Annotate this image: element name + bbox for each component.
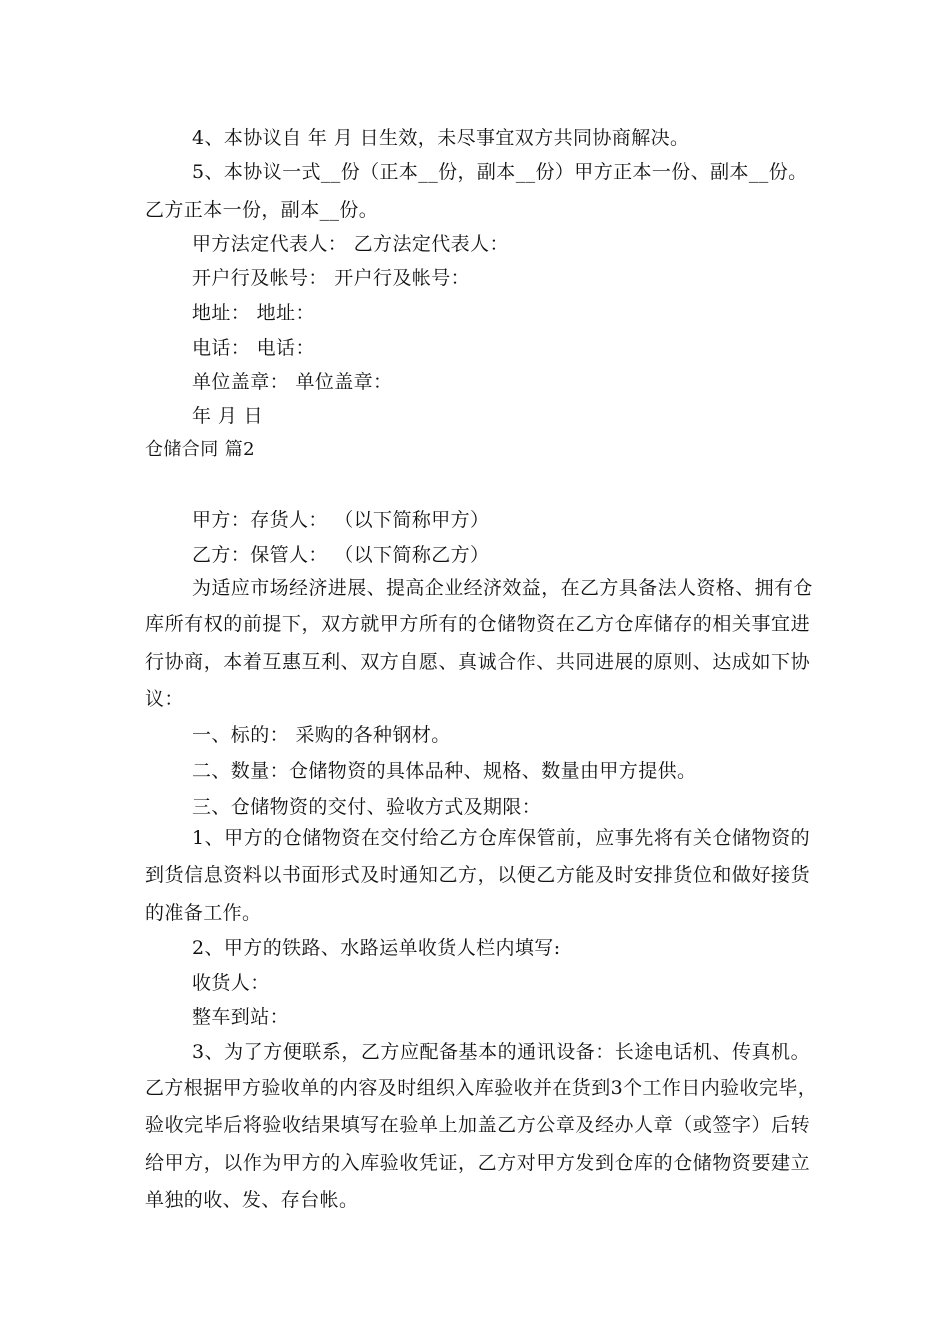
section-heading: 仓储合同 篇2 [145,439,255,460]
article-3-item-1-line-1: 1、甲方的仓储物资在交付给乙方仓库保管前，应事先将有关仓储物资的 [192,827,810,849]
article-3-item-3-line-2: 乙方根据甲方验收单的内容及时组织入库验收并在货到3个工作日内验收完毕， [145,1077,818,1099]
preamble-line-3: 行协商，本着互惠互利、双方自愿、真诚合作、共同进展的原则、达成如下协 [145,651,810,673]
preamble-line-4: 议： [145,688,184,710]
article-3-item-2: 2、甲方的铁路、水路运单收货人栏内填写: [192,937,561,959]
article-3-item-3-line-1: 3、为了方便联系，乙方应配备基本的通讯设备：长途电话机、传真机。 [192,1041,810,1063]
article-2-quantity: 二、数量：仓储物资的具体品种、规格、数量由甲方提供。 [192,760,697,782]
party-b: 乙方：保管人： （以下简称乙方） [192,544,490,566]
signature-seal: 单位盖章： 单位盖章： [192,371,393,393]
article-3-delivery: 三、仓储物资的交付、验收方式及期限： [192,796,542,818]
signature-address: 地址： 地址： [192,302,315,324]
signature-date: 年 月 日 [192,405,264,427]
destination-station: 整车到站： [192,1006,290,1028]
article-3-item-3-line-5: 单独的收、发、存台帐。 [145,1189,359,1211]
clause-4: 4、本协议自 年 月 日生效，未尽事宜双方共同协商解决。 [192,127,690,149]
article-3-item-3-line-4: 给甲方，以作为甲方的入库验收凭证，乙方对甲方发到仓库的仓储物资要建立 [145,1152,810,1174]
article-1-subject: 一、标的： 采购的各种钢材。 [192,724,451,746]
clause-5-continued: 乙方正本一份，副本__份。 [145,199,379,221]
article-3-item-1-line-3: 的准备工作。 [145,902,262,924]
preamble-line-2: 库所有权的前提下，双方就甲方所有的仓储物资在乙方仓库储存的相关事宜进 [145,613,810,635]
article-3-item-3-line-3: 验收完毕后将验收结果填写在验单上加盖乙方公章及经办人章（或签字）后转 [145,1114,810,1136]
signature-phone: 电话： 电话： [192,337,315,359]
preamble-line-1: 为适应市场经济进展、提高企业经济效益，在乙方具备法人资格、拥有仓 [192,577,813,599]
party-a: 甲方：存货人： （以下简称甲方） [192,509,490,531]
signature-legal-representative: 甲方法定代表人： 乙方法定代表人： [192,233,509,255]
article-3-item-1-line-2: 到货信息资料以书面形式及时通知乙方，以便乙方能及时安排货位和做好接货 [145,864,810,886]
consignee: 收货人： [192,972,270,994]
signature-bank-account: 开户行及帐号： 开户行及帐号： [192,267,471,289]
clause-5: 5、本协议一式__份（正本__份，副本__份）甲方正本一份、副本__份。 [192,161,808,183]
